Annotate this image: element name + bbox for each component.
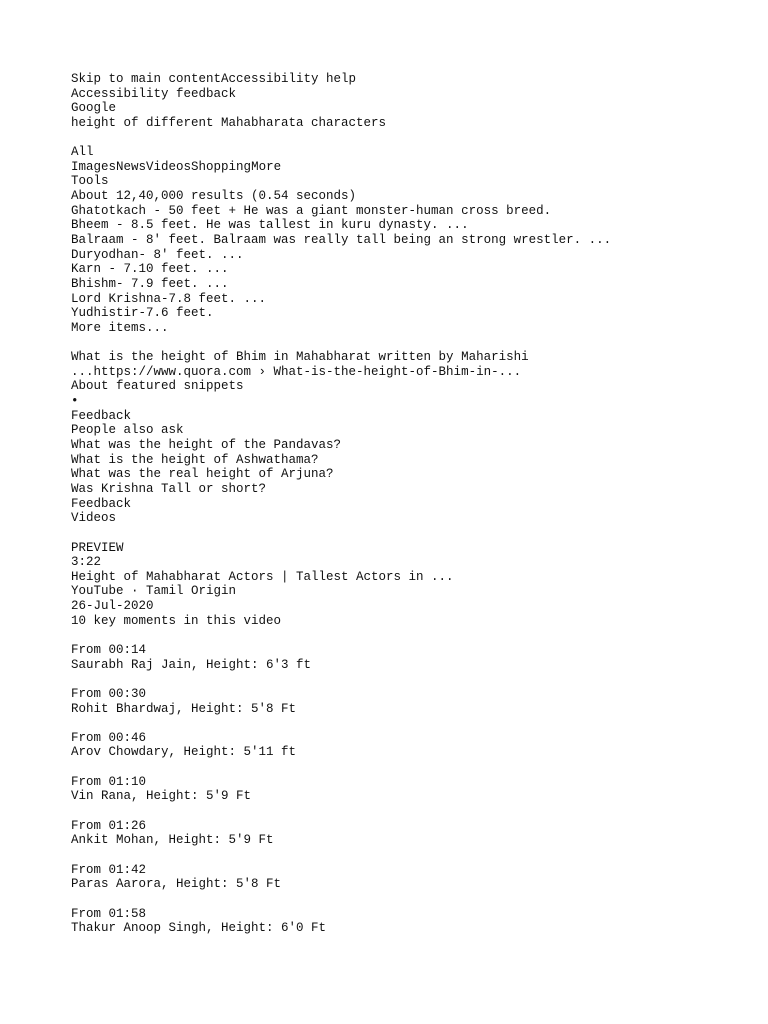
snippet-item: Lord Krishna-7.8 feet. ... [71,291,267,306]
accessibility-help-link[interactable]: Accessibility help [221,72,357,86]
paa-question[interactable]: What is the height of Ashwathama? [71,452,319,467]
spacer [71,336,758,351]
key-moment-label[interactable]: Paras Aarora, Height: 5'8 Ft [71,877,282,892]
video-preview-label[interactable]: PREVIEW [71,540,124,555]
video-date: 26-Jul-2020 [71,599,154,614]
snippet-item: Balraam - 8' feet. Balraam was really tall being an strong wrestler. ... [71,233,612,248]
snippet-item: Ghatotkach - 50 feet + He was a giant monster-human cross breed. [71,203,552,218]
snippet-item: Duryodhan- 8' feet. ... [71,247,244,262]
accessibility-feedback-link[interactable]: Accessibility feedback [71,86,237,101]
snippet-source-url[interactable]: ...https://www.quora.com › What-is-the-height-of-Bhim-in-... [71,364,522,379]
skip-to-main-link[interactable]: Skip to main content [71,72,222,86]
key-moment-time[interactable]: From 01:58 [71,906,147,921]
spacer [71,672,758,687]
bullet-separator: • [71,394,79,409]
header-links [71,72,758,87]
tab-shopping[interactable]: Shopping [191,159,252,174]
key-moment-label[interactable]: Vin Rana, Height: 5'9 Ft [71,789,252,804]
snippet-item: Bhishm- 7.9 feet. ... [71,276,229,291]
about-featured-snippets-link[interactable]: About featured snippets [71,379,244,394]
paa-question[interactable]: Was Krishna Tall or short? [71,481,267,496]
more-items-link[interactable]: More items... [71,320,169,335]
key-moment-time[interactable]: From 00:14 [71,642,147,657]
tab-bar [71,160,758,175]
tools-button[interactable]: Tools [71,174,109,189]
spacer [71,716,758,731]
key-moment-time[interactable]: From 01:42 [71,862,147,877]
key-moment-label[interactable]: Saurabh Raj Jain, Height: 6'3 ft [71,657,312,672]
spacer [71,848,758,863]
tab-videos[interactable]: Videos [146,159,192,174]
video-duration: 3:22 [71,555,102,570]
key-moment-time[interactable]: From 01:26 [71,818,147,833]
search-query[interactable]: height of different Mahabharata characters [71,115,387,130]
result-stats: About 12,40,000 results (0.54 seconds) [71,189,357,204]
snippet-source-title[interactable]: What is the height of Bhim in Mahabharat written by Maharishi [71,350,529,365]
key-moment-label[interactable]: Ankit Mohan, Height: 5'9 Ft [71,833,274,848]
paa-question[interactable]: What was the real height of Arjuna? [71,467,334,482]
spacer [71,628,758,643]
people-also-ask-heading: People also ask [71,423,184,438]
paa-feedback-link[interactable]: Feedback [71,496,132,511]
spacer [71,526,758,541]
tab-all[interactable]: All [71,145,94,160]
video-title-link[interactable]: Height of Mahabharat Actors | Tallest Actors in ... [71,569,454,584]
google-logo[interactable]: Google [71,101,117,116]
snippet-item: Yudhistir-7.6 feet. [71,306,214,321]
key-moment-time[interactable]: From 00:46 [71,730,147,745]
key-moment-time[interactable]: From 00:30 [71,686,147,701]
tab-more[interactable]: More [251,159,282,174]
spacer [71,804,758,819]
spacer [71,892,758,907]
snippet-feedback-link[interactable]: Feedback [71,408,132,423]
spacer [71,131,758,146]
key-moment-label[interactable]: Arov Chowdary, Height: 5'11 ft [71,745,297,760]
key-moment-label[interactable]: Rohit Bhardwaj, Height: 5'8 Ft [71,701,297,716]
tab-images[interactable]: Images [71,159,117,174]
video-source: YouTube · Tamil Origin [71,584,237,599]
tab-news[interactable]: News [116,159,147,174]
snippet-item: Bheem - 8.5 feet. He was tallest in kuru dynasty. ... [71,218,469,233]
key-moment-label[interactable]: Thakur Anoop Singh, Height: 6'0 Ft [71,921,327,936]
videos-heading: Videos [71,511,117,526]
paa-question[interactable]: What was the height of the Pandavas? [71,438,342,453]
search-results-page [71,72,758,936]
key-moment-time[interactable]: From 01:10 [71,774,147,789]
snippet-item: Karn - 7.10 feet. ... [71,262,229,277]
spacer [71,760,758,775]
key-moments-label: 10 key moments in this video [71,613,282,628]
